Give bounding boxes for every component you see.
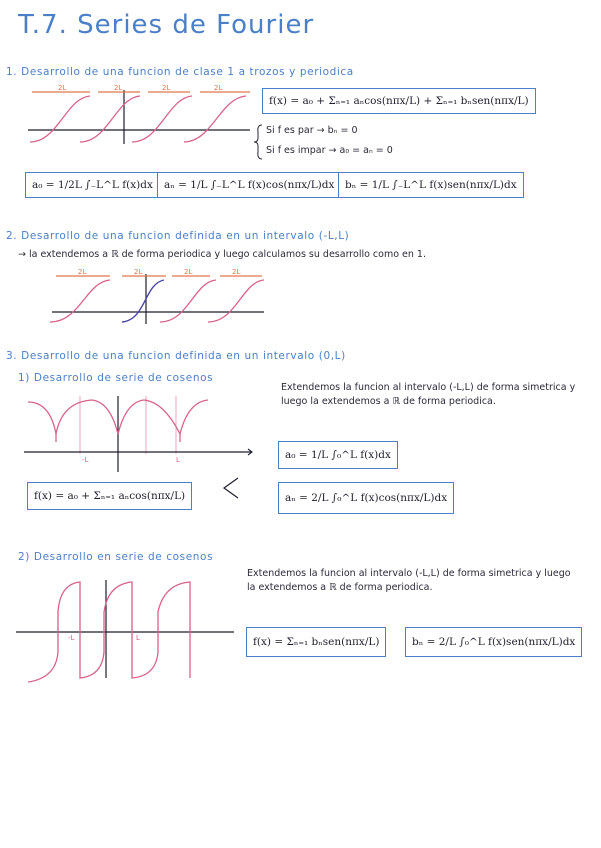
angle-mark bbox=[220, 476, 240, 500]
section-3-2-graph bbox=[14, 578, 236, 686]
a0-formula-box: a₀ = 1/L ∫₀^L f(x)dx bbox=[278, 441, 398, 469]
section-3-2-heading: 2) Desarrollo en serie de cosenos bbox=[18, 551, 214, 563]
section-3-1-graph bbox=[22, 392, 254, 474]
period-label: 2L bbox=[78, 268, 87, 276]
an-formula-box: aₙ = 2/L ∫₀^L f(x)cos(nπx/L)dx bbox=[278, 482, 454, 514]
period-label: 2L bbox=[214, 84, 223, 92]
period-label: 2L bbox=[58, 84, 67, 92]
period-label: 2L bbox=[114, 84, 123, 92]
axis-label-neg-l: -L bbox=[68, 634, 75, 642]
period-label: 2L bbox=[184, 268, 193, 276]
section-3-heading: 3. Desarrollo de una funcion definida en un intervalo (0,L) bbox=[6, 350, 346, 362]
section-2-graph bbox=[48, 270, 268, 326]
series-formula-box: f(x) = Σₙ₌₁ bₙsen(nπx/L) bbox=[246, 627, 386, 657]
section-2-note: → la extendemos a ℝ de forma periodica y luego calculamos su desarrollo como en 1. bbox=[18, 249, 426, 260]
bn-formula-box: bₙ = 1/L ∫₋L^L f(x)sen(nπx/L)dx bbox=[338, 172, 524, 198]
section-1-graph bbox=[28, 86, 258, 146]
odd-case-note: Si f es impar → a₀ = aₙ = 0 bbox=[266, 145, 393, 156]
section-3-1-heading: 1) Desarrollo de serie de cosenos bbox=[18, 372, 214, 384]
period-label: 2L bbox=[134, 268, 143, 276]
bn-formula-box: bₙ = 2/L ∫₀^L f(x)sen(nπx/L)dx bbox=[405, 627, 582, 657]
page-title: T.7. Series de Fourier bbox=[18, 10, 315, 40]
brace bbox=[254, 124, 264, 160]
section-1-heading: 1. Desarrollo de una funcion de clase 1 a trozos y periodica bbox=[6, 66, 354, 78]
series-formula-box: f(x) = a₀ + Σₙ₌₁ aₙcos(nπx/L) bbox=[27, 482, 192, 510]
axis-label-l: L bbox=[136, 634, 140, 642]
even-case-note: Si f es par → bₙ = 0 bbox=[266, 125, 358, 136]
series-formula-box: f(x) = a₀ + Σₙ₌₁ aₙcos(nπx/L) + Σₙ₌₁ bₙsen(nπx/L) bbox=[262, 88, 536, 114]
section-3-2-note: Extendemos la funcion al intervalo (-L,L) de forma simetrica y luego la extendemos a ℝ de forma periodica. bbox=[247, 568, 571, 593]
period-label: 2L bbox=[162, 84, 171, 92]
a0-formula-box: a₀ = 1/2L ∫₋L^L f(x)dx bbox=[25, 172, 160, 198]
axis-label-neg-l: -L bbox=[82, 456, 89, 464]
period-label: 2L bbox=[232, 268, 241, 276]
an-formula-box: aₙ = 1/L ∫₋L^L f(x)cos(nπx/L)dx bbox=[157, 172, 341, 198]
section-3-1-note: Extendemos la funcion al intervalo (-L,L) de forma simetrica y luego la extendemos a ℝ de forma periodica. bbox=[281, 382, 576, 407]
section-2-heading: 2. Desarrollo de una funcion definida en un intervalo (-L,L) bbox=[6, 230, 350, 242]
axis-label-l: L bbox=[176, 456, 180, 464]
